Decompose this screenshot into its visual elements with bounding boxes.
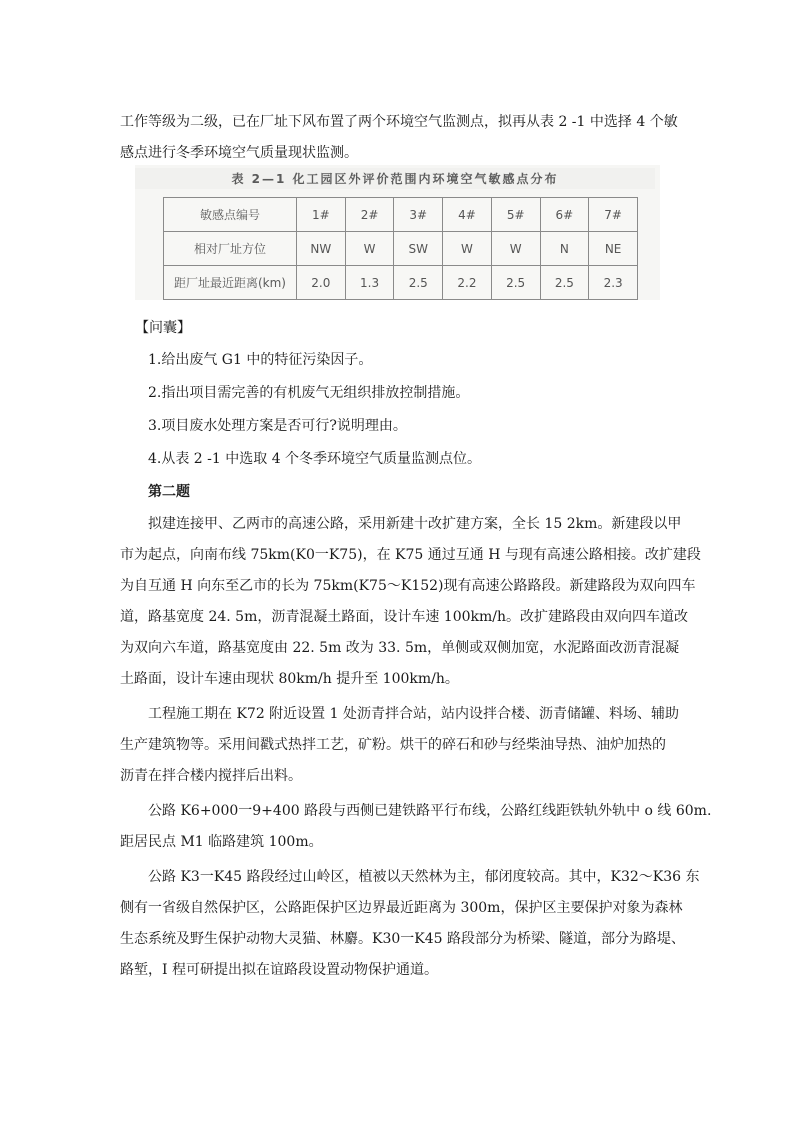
table-cell: 2.3 — [589, 266, 638, 300]
table-cell: 5# — [491, 198, 540, 232]
table-cell: 7# — [589, 198, 638, 232]
table-cell: 2# — [345, 198, 394, 232]
paragraph-line: 距居民点 M1 临路建筑 100m。 — [120, 834, 323, 850]
paragraph-line: 道，路基宽度 24. 5m，沥青混凝土路面，设计车速 100km/h。改扩建路段由双向四车道改 — [120, 609, 689, 625]
table-cell: 4# — [443, 198, 492, 232]
paragraph-line: 拟建连接甲、乙两市的高速公路，采用新建十改扩建方案，全长 15 2km。新建段以甲 — [148, 516, 682, 532]
row-header: 距厂址最近距离(km) — [164, 266, 297, 300]
question-4: 4.从表 2 -1 中选取 4 个冬季环境空气质量监测点位。 — [148, 451, 482, 467]
paragraph-line: 土路面，设计车速由现状 80km/h 提升至 100km/h。 — [120, 671, 459, 687]
paragraph-line: 公路 K6+000一9+400 路段与西侧已建铁路平行布线，公路红线距铁轨外轨中 o 线 60m. — [148, 803, 712, 819]
table-cell: W — [345, 232, 394, 266]
table-cell: NE — [589, 232, 638, 266]
intro-line-1: 工作等级为二级，已在厂址下风布置了两个环境空气监测点，拟再从表 2 -1 中选择 4 个敏 — [120, 114, 678, 130]
table-cell: W — [491, 232, 540, 266]
question-1: 1.给出废气 G1 中的特征污染因子。 — [148, 352, 373, 368]
table-cell: 2.5 — [491, 266, 540, 300]
paragraph-line: 路堑，I 程可研提出拟在谊路段设置动物保护通道。 — [120, 962, 438, 978]
paragraph-line: 生态系统及野生保护动物大灵猫、林麝。K30一K45 路段部分为桥梁、隧道，部分为路堤、 — [120, 931, 685, 947]
table-cell: N — [540, 232, 589, 266]
paragraph-line: 生产建筑物等。采用间戳式热拌工艺，矿粉。烘干的碎石和砂与经柴油导热、油炉加热的 — [120, 737, 666, 753]
questions-title: 【问囊】 — [135, 320, 191, 336]
question-2: 2.指出项目需完善的有机废气无组织排放控制措施。 — [148, 385, 470, 401]
table-cell: 6# — [540, 198, 589, 232]
table-cell: 2.5 — [394, 266, 443, 300]
table-caption: 表 2—1 化工园区外评价范围内环境空气敏感点分布 — [135, 168, 655, 189]
paragraph-line: 为自互通 H 向东至乙市的长为 75km(K75～K152)现有高速公路路段。新建路段为双向四车 — [120, 578, 696, 594]
paragraph-line: 市为起点，向南布线 75km(K0一K75)，在 K75 通过互通 H 与现有高速公路相接。改扩建段 — [120, 547, 701, 563]
table-cell: 2.2 — [443, 266, 492, 300]
intro-line-2: 感点进行冬季环境空气质量现状监测。 — [120, 145, 358, 161]
table-cell: 1.3 — [345, 266, 394, 300]
paragraph-line: 为双向六车道，路基宽度由 22. 5m 改为 33. 5m，单侧或双侧加宽，水泥路面改沥青混凝 — [120, 640, 680, 656]
table-cell: 1# — [297, 198, 346, 232]
question-3: 3.项目废水处理方案是否可行?说明理由。 — [148, 418, 407, 434]
row-header: 敏感点编号 — [164, 198, 297, 232]
table-cell: 2.0 — [297, 266, 346, 300]
table-cell: 3# — [394, 198, 443, 232]
paragraph-line: 侧有一省级自然保护区，公路距保护区边界最近距离为 300m，保护区主要保护对象为森林 — [120, 900, 683, 916]
paragraph-line: 沥青在拌合楼内搅拌后出料。 — [120, 768, 302, 784]
table-cell: W — [443, 232, 492, 266]
table-cell: NW — [297, 232, 346, 266]
table-cell: 2.5 — [540, 266, 589, 300]
paragraph-line: 公路 K3一K45 路段经过山岭区，植被以天然林为主，郁闭度较高。其中，K32～K36 东 — [148, 869, 700, 885]
sensitive-points-table — [163, 197, 638, 300]
table-row — [164, 266, 638, 300]
table-row — [164, 232, 638, 266]
section-title: 第二题 — [148, 484, 190, 500]
row-header: 相对厂址方位 — [164, 232, 297, 266]
table-row — [164, 198, 638, 232]
table-cell: SW — [394, 232, 443, 266]
paragraph-line: 工程施工期在 K72 附近设置 1 处沥青拌合站，站内设拌合楼、沥青储罐、料场、辅助 — [148, 706, 679, 722]
